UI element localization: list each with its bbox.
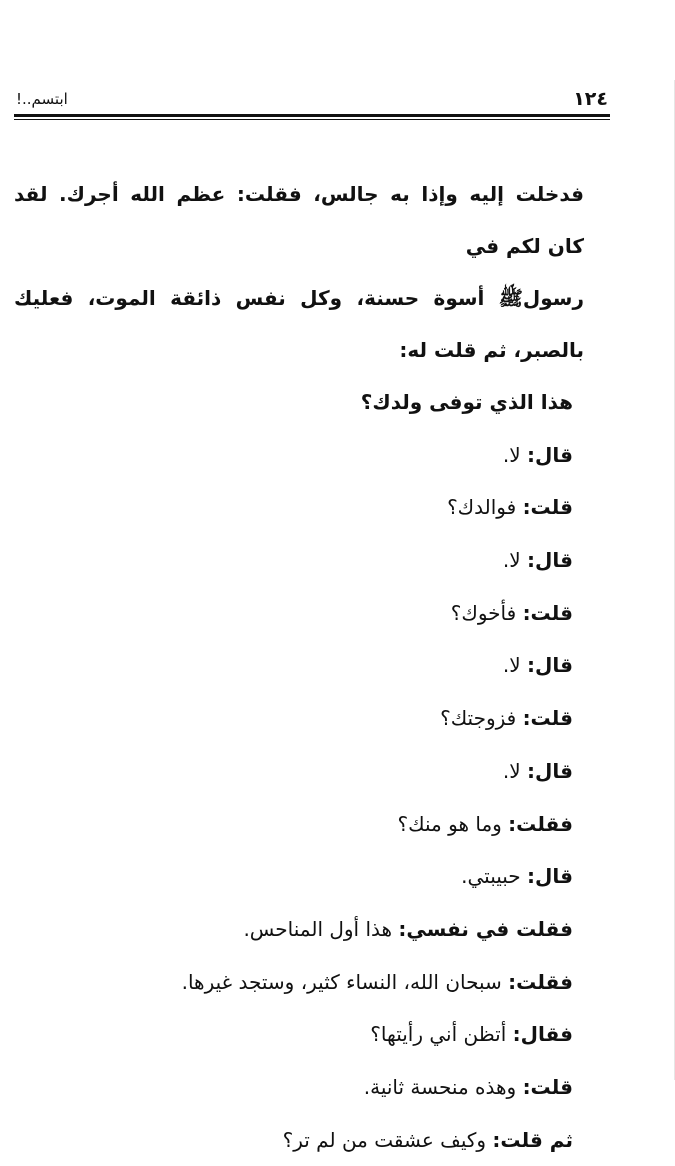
dialogue-line <box>14 850 610 903</box>
intro-paragraph <box>14 168 584 376</box>
dialogue-text: فزوجتك؟ <box>440 706 523 731</box>
dialogue-speaker: قلت: <box>522 495 573 520</box>
dialogue-line <box>14 692 610 745</box>
dialogue-speaker: فقال: <box>512 1022 573 1047</box>
dialogue-speaker: قال: <box>527 548 573 573</box>
dialogue-speaker: فقلت: <box>508 811 573 836</box>
dialogue-text: فوالدك؟ <box>447 495 523 520</box>
dialogue-speaker: قلت: <box>522 600 573 625</box>
dialogue-text: لا. <box>502 548 528 573</box>
dialogue-text: فأخوك؟ <box>450 600 523 625</box>
dialogue-speaker: فقلت في نفسي: <box>398 916 573 941</box>
dialogue-text: حبيبتي. <box>461 864 528 889</box>
dialogue-text: هذا أول المناحس. <box>243 916 399 941</box>
dialogue-line <box>14 745 610 798</box>
dialogue-text: أتظن أني رأيتها؟ <box>370 1022 513 1047</box>
dialogue-speaker: قلت: <box>522 706 573 731</box>
page-number: ١٢٤ <box>573 88 608 110</box>
dialogue-speaker: قال: <box>527 442 573 467</box>
intro-line-2: رسولﷺ أسوة حسنة، وكل نفس ذائقة الموت، فعليك بالصبر، ثم قلت له: <box>14 286 584 362</box>
dialogue-list <box>14 376 610 1166</box>
dialogue-text: لا. <box>502 653 528 678</box>
header-rule-thick <box>14 114 610 117</box>
dialogue-speaker: ثم قلت: <box>492 1127 573 1152</box>
dialogue-line <box>14 587 610 640</box>
dialogue-speaker: قال: <box>527 653 573 678</box>
dialogue-text: وما هو منك؟ <box>397 811 509 836</box>
dialogue-text: لا. <box>502 442 528 467</box>
header-rule-thin <box>14 119 610 120</box>
dialogue-line <box>14 956 610 1009</box>
dialogue-line <box>14 376 610 429</box>
dialogue-line <box>14 481 610 534</box>
dialogue-line <box>14 534 610 587</box>
running-title: ابتسم..! <box>16 90 68 108</box>
intro-line-1: فدخلت إليه وإذا به جالس، فقلت: عظم الله أجرك. لقد كان لكم في <box>14 182 584 258</box>
page-header <box>14 82 610 114</box>
dialogue-text: وهذه منحسة ثانية. <box>363 1074 523 1099</box>
dialogue-text: سبحان الله، النساء كثير، وستجد غيرها. <box>181 969 509 994</box>
dialogue-speaker: قلت: <box>522 1074 573 1099</box>
page-body <box>14 168 610 1166</box>
dialogue-line <box>14 429 610 482</box>
dialogue-speaker: فقلت: <box>508 969 573 994</box>
dialogue-line <box>14 798 610 851</box>
dialogue-line <box>14 1061 610 1114</box>
dialogue-text: هذا الذي توفى ولدك؟ <box>360 390 573 414</box>
dialogue-line <box>14 903 610 956</box>
dialogue-line <box>14 639 610 692</box>
dialogue-text: لا. <box>502 758 528 783</box>
dialogue-line <box>14 1008 610 1061</box>
dialogue-speaker: قال: <box>527 758 573 783</box>
dialogue-speaker: قال: <box>527 864 573 889</box>
dialogue-text: وكيف عشقت من لم تر؟ <box>282 1127 493 1152</box>
dialogue-line <box>14 1114 610 1166</box>
